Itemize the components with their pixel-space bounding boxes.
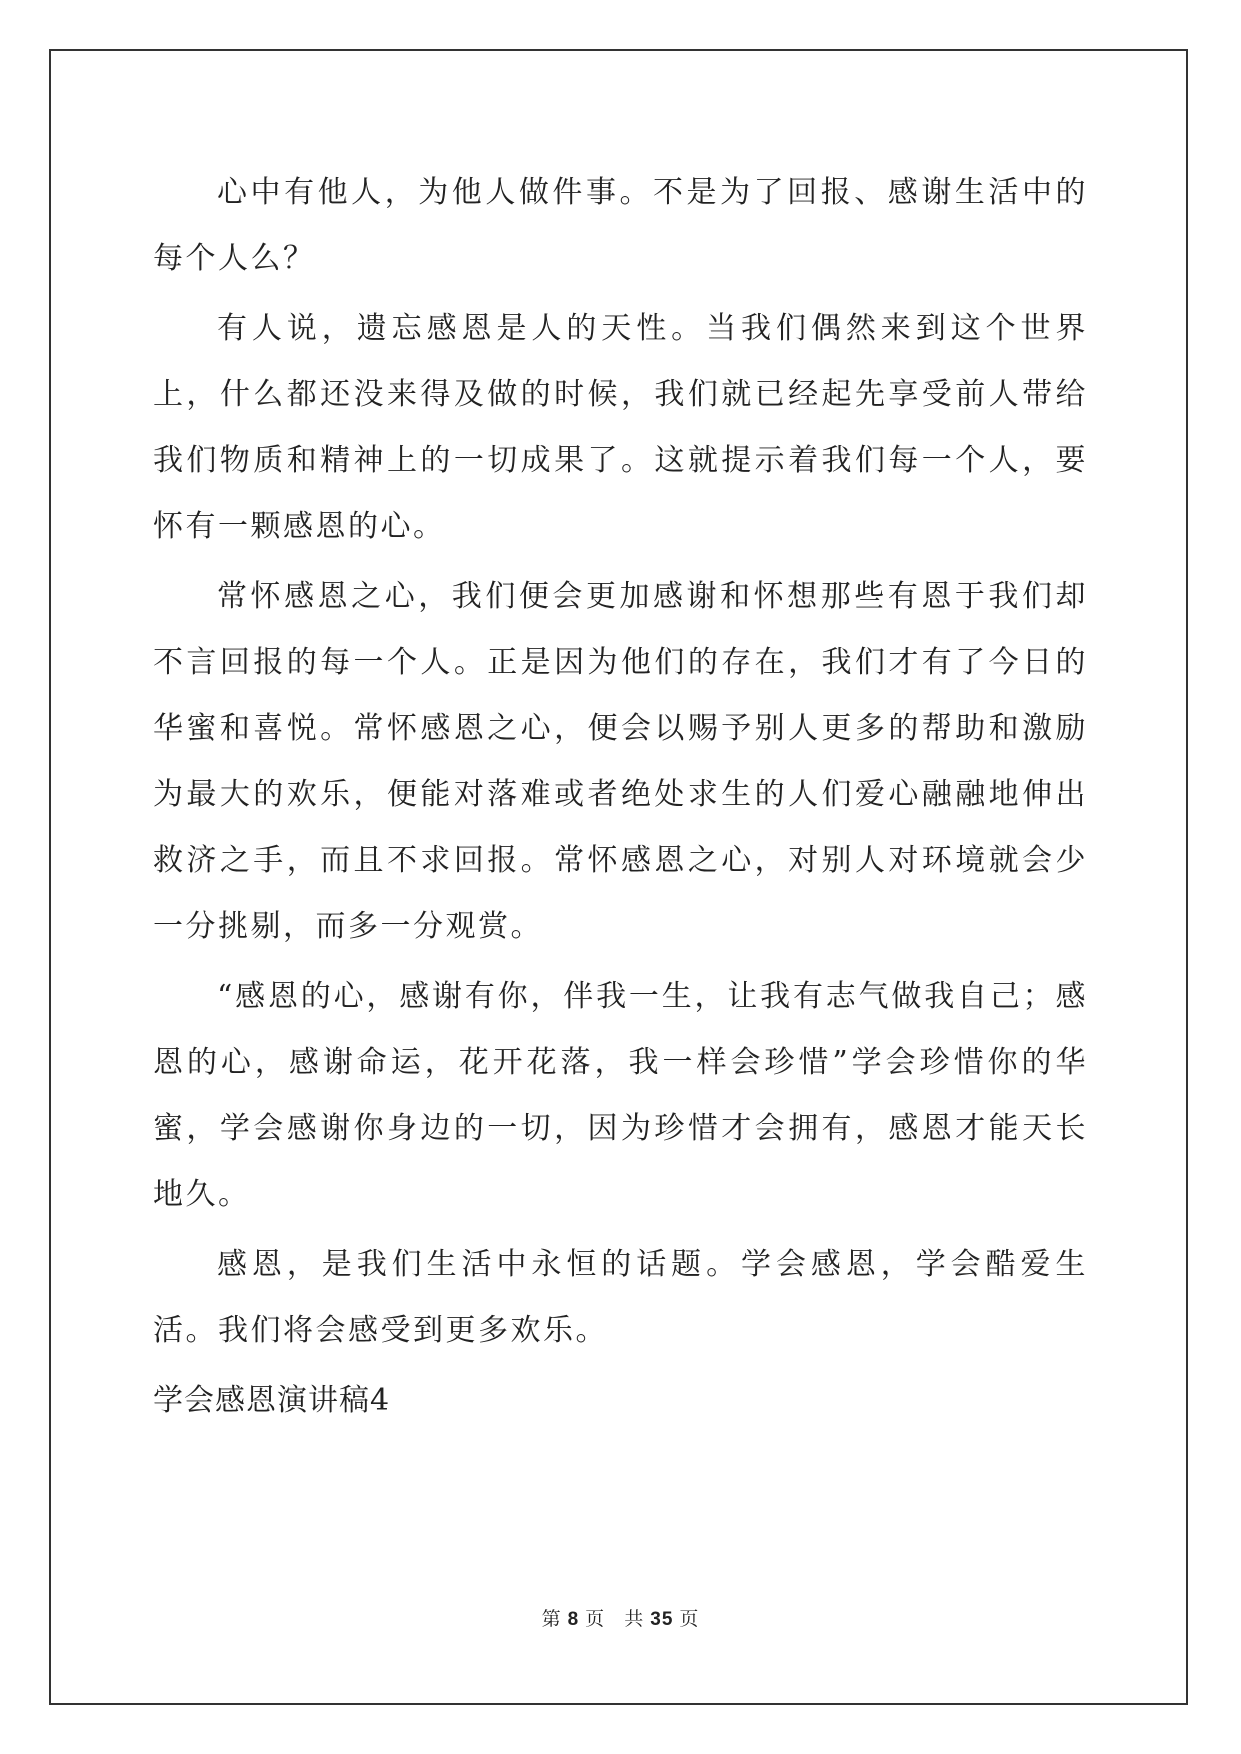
paragraph: 心中有他人，为他人做件事。不是为了回报、感谢生活中的每个人么？	[153, 175, 1088, 276]
paragraph: 有人说，遗忘感恩是人的天性。当我们偶然来到这个世界上，什么都还没来得及做的时候，我们就已经起先享受前人带给我们物质和精神上的一切成果了。这就提示着我们每一个人，要怀有一颗感恩的心。	[153, 311, 1088, 544]
page-footer	[0, 1604, 1241, 1631]
page-total: 共 35 页	[624, 1608, 700, 1630]
section-heading: 学会感恩演讲稿4	[153, 1383, 391, 1418]
paragraph: 常怀感恩之心，我们便会更加感谢和怀想那些有恩于我们却不言回报的每一个人。正是因为他们的存在，我们才有了今日的华蜜和喜悦。常怀感恩之心，便会以赐予别人更多的帮助和激励为最大的欢乐，便能对落难或者绝处求生的人们爱心融融地伸出救济之手，而且不求回报。常怀感恩之心，对别人对环境就会少一分挑剔，而多一分观赏。	[153, 579, 1088, 944]
page-number: 第 8 页	[541, 1608, 606, 1630]
document-body	[153, 160, 1088, 1434]
paragraph: “感恩的心，感谢有你，伴我一生，让我有志气做我自己；感恩的心，感谢命运，花开花落，我一样会珍惜”学会珍惜你的华蜜，学会感谢你身边的一切，因为珍惜才会拥有，感恩才能天长地久。	[153, 979, 1088, 1212]
paragraph: 感恩，是我们生活中永恒的话题。学会感恩，学会酷爱生活。我们将会感受到更多欢乐。	[153, 1247, 1088, 1348]
